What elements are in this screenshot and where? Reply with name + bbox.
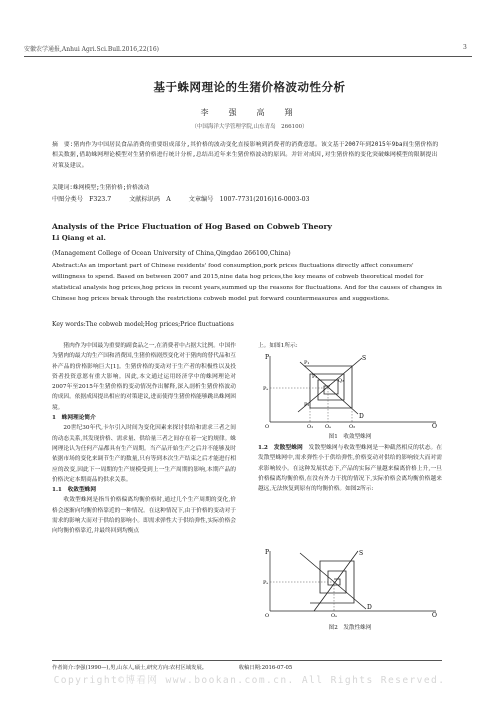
fig1-supply-label: S (362, 355, 367, 362)
left-column (52, 341, 236, 537)
english-keywords: Key words:The cobweb model;Hog prices;Price fluctuations (52, 321, 234, 328)
fig1-origin: O (265, 424, 270, 428)
fig2-demand-label: D (367, 604, 372, 611)
fig1-pe-label: Pₑ (263, 386, 269, 392)
article-number: 文章编号 1007-7731(2016)16-0003-03 (188, 196, 310, 203)
fig2-supply-label: S (359, 550, 364, 557)
fig1-q3-label: Q₃ (338, 378, 345, 384)
fig2-qe-label: Qₑ (331, 613, 338, 617)
section-1-1-heading: 1.1 收敛型蛛网 (52, 487, 97, 494)
english-title: Analysis of the Price Fluctuation of Hog Based on Cobweb Theory (52, 222, 332, 231)
journal-header: 安徽农学通报,Anhui Agri.Sci.Bull.2016,22(16) (24, 46, 159, 53)
fig1-q1-label: Q₁ (307, 424, 314, 428)
document-code: 文献标识码 A (129, 196, 171, 203)
section-1-heading: 1 蛛网理论简介 (52, 415, 96, 422)
received-date: 收稿日期:2016-07-05 (238, 665, 293, 671)
fig2-origin: O (265, 613, 270, 617)
fig1-p3-label: P₃ (312, 374, 318, 380)
figure-2-caption: 图2 发散性蛛网 (328, 625, 372, 631)
figure-1-convergent-cobweb (262, 352, 440, 428)
footer-rule (52, 660, 442, 661)
english-abstract: Abstract:As an important part of Chinese residents' food consumption,pork prices fluctuations directly affect consumers' willingness to spend. Based on between 2007 and 2015,nine data hog prices,the key means of cobweb theoretical model for statistical analysis hog prices,hog prices in recent years,summed up the reasons for fluctuations. And for the causes of changes in Chinese hog prices break through the restrictions cobweb model put forward countermeasures and suggestions. (52, 263, 442, 302)
intro-paragraph: 猪肉作为中国最为重要的副食品之一,在消费者中占据大比例。中国作为猪肉的最大的生产国和消费国,生猪价格剧烈变化对于猪肉的替代品和互补产品的价格影响巨大[1]。生猪价格的变动对于生产者的积极性以及投资者投资意愿有重大影响。因此,本文通过运用经济学中的蛛网理论对2007年至2015年生猪价格的变动情况作出解释,深入剖析生猪价格波动的成因。依据成因提出相应的对策建议,进而使得生猪价格能够跳出蛛网困境。 (52, 343, 236, 411)
fig1-axis-p: P (265, 354, 270, 361)
fig1-q2-label: Q₂ (349, 424, 356, 428)
chinese-abstract: 摘 要:猪肉作为中国居民食品消费的重要组成部分,其价格的波动变化直接影响到消费者的消费意愿。该文基于2007年到2015年9ba间生猪价格的相关数据,借助蛛网理论模型对生猪价格进行统计分析,总结出近年来生猪价格波动的原因。并针对成因,对生猪价格的变化突破蛛网模型的限制提出对策及建议。 (52, 142, 439, 169)
section-1-2-paragraph: 发散型蛛网与收敛型蛛网是一种截然相反的状态。在发散型蛛网中,需求弹性小于供给弹性,价格变动对供给的影响较大而对需求影响较小。在这种发展状态下,产品的实际产量越来偏离价格上升,一旦价格偏离均衡价格,在没有外力干扰的情况下,实际价格会离均衡价格越来越远,无法恢复到原有的均衡价格。如图2所示: (258, 445, 443, 493)
figure-1-caption: 图1 收敛型蛛网 (328, 434, 372, 440)
page-number: 3 (463, 44, 467, 51)
authors: 李 强 高 翔 (200, 108, 299, 117)
footer-note (52, 663, 322, 671)
header-rule (24, 56, 472, 57)
chinese-keywords: 关键词:蛛网模型;生猪价格;价格波动 (52, 185, 150, 191)
fig1-axis-q: Q (432, 423, 437, 428)
section-1-2-heading: 1.2 发散型蛛网 (258, 445, 303, 451)
fig1-p2-label: P₂ (304, 402, 310, 408)
english-affiliation: (Management College of Ocean University of China,Qingdao 266100,China) (52, 250, 291, 257)
fig1-qe-label: Qₑ (325, 424, 332, 428)
fig2-axis-p: P (265, 549, 270, 556)
affiliation: （中国海洋大学管理学院,山东青岛 266100） (191, 124, 308, 130)
fig1-demand-label: D (359, 413, 364, 420)
classification-line (52, 194, 325, 203)
fig2-pe-label: Pₑ (263, 580, 269, 586)
section-1-1-paragraph: 收敛型蛛网是指当价格偏离均衡价格时,通过几个生产周期的变化,价格会逐渐向均衡价格靠近的一种情况。在这种情况下,由于价格的变动对于需求的影响大而对于供给的影响小。即需求弹性大于供给弹性,实际价格会向均衡价格靠近,并最终回到均衡点 (52, 497, 236, 535)
copyright-watermark: Copyright©博看网 www.bookan.com.cn. All Rights Reserved. (53, 675, 446, 686)
fig1-p1-label: P₁ (304, 360, 310, 366)
fig2-axis-q: Q (432, 612, 437, 617)
english-authors: Li Qiang et al. (52, 234, 106, 242)
clc-number: 中图分类号 F323.7 (52, 196, 112, 203)
section-1-paragraph: 20世纪30年代,卡尔引入时间为变化因素来探讨供给和需求三者之间的动态关系,其发现价格、需求量、供给量三者之间存在着一定的规律。蛛网理论认为任何产品都具有生产周期。当产品开始生产之后并不能够及时依据市场的变化来调节生产的数量,只有等到本次生产结束之后才能进行相应的改变,因此下一周期的生产规模受到上一生产周期的影响,本期产品的价格决定本期商品的供求关系。 (52, 425, 236, 483)
section-1-2-block (258, 443, 442, 494)
figure-2-divergent-cobweb (262, 547, 440, 617)
author-note: 作者简介:李强(1990—),男,山东人,硕士,研究方向:农村区域发展。 (52, 665, 208, 671)
right-column-top-line: 上。如图1所示: (258, 343, 298, 349)
paper-title: 基于蛛网理论的生猪价格波动性分析 (153, 80, 346, 94)
